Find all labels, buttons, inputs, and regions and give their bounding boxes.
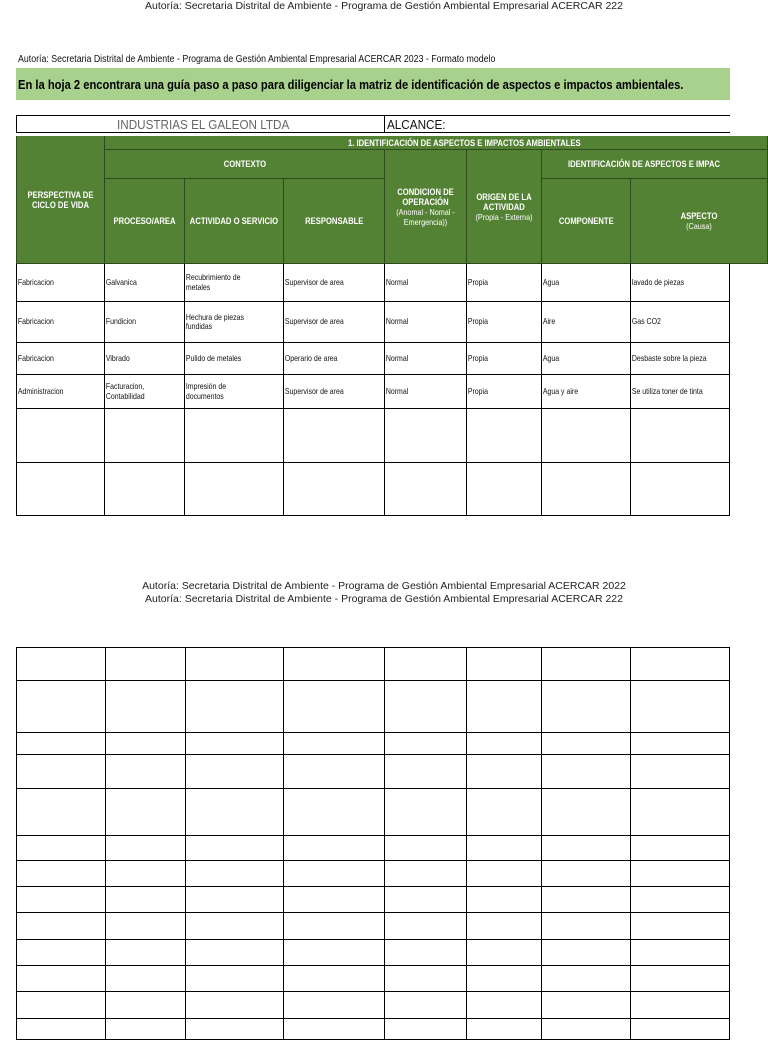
blank-cell[interactable] [284, 733, 385, 755]
blank-cell[interactable] [186, 861, 284, 887]
blank-cell[interactable] [542, 733, 631, 755]
cell-actividad[interactable] [185, 264, 284, 302]
header-perspectiva [16, 136, 105, 264]
cell-perspectiva[interactable] [16, 343, 105, 375]
blank-cell[interactable] [186, 940, 284, 966]
blank-cell[interactable] [467, 836, 542, 861]
blank-cell[interactable] [542, 992, 631, 1019]
blank-cell[interactable] [631, 789, 730, 836]
blank-cell[interactable] [467, 681, 542, 733]
blank-cell[interactable] [106, 681, 186, 733]
blank-cell[interactable] [542, 681, 631, 733]
blank-cell[interactable] [186, 755, 284, 789]
cell-text: Impresión de documentos [185, 381, 227, 401]
blank-cell[interactable] [542, 789, 631, 836]
cell-text: Normal [385, 385, 409, 396]
blank-cell[interactable] [106, 1019, 186, 1040]
blank-cell[interactable] [284, 836, 385, 861]
blank-cell[interactable] [16, 789, 106, 836]
blank-cell[interactable] [284, 647, 385, 681]
header-aspecto-text [657, 211, 742, 231]
blank-cell[interactable] [631, 836, 730, 861]
cell-responsable[interactable] [284, 409, 385, 463]
cell-aspecto[interactable] [631, 463, 730, 516]
cell-text: Supervisor de area [284, 385, 344, 396]
blank-cell[interactable] [467, 789, 542, 836]
cell-condicion[interactable] [385, 343, 467, 375]
blank-cell[interactable] [631, 887, 730, 913]
blank-cell[interactable] [284, 861, 385, 887]
blank-cell[interactable] [467, 992, 542, 1019]
cell-condicion[interactable] [385, 375, 467, 409]
cell-aspecto[interactable] [631, 302, 730, 343]
cell-actividad[interactable] [185, 409, 284, 463]
cell-origen[interactable] [467, 302, 542, 343]
blank-cell[interactable] [284, 1019, 385, 1040]
header-componente [542, 179, 631, 264]
cell-actividad[interactable] [185, 302, 284, 343]
blank-cell[interactable] [106, 755, 186, 789]
cell-origen[interactable] [467, 409, 542, 463]
instruction-banner [16, 68, 730, 100]
header-contexto-text: CONTEXTO [223, 159, 266, 169]
cell-text: Se utiliza toner de tinta [631, 385, 703, 396]
header-origen-sub: (Propia - Externa) [475, 211, 533, 222]
header-perspectiva-text: PERSPECTIVA DE CICLO DE VIDA [27, 189, 94, 210]
cell-componente[interactable] [542, 463, 631, 516]
blank-cell[interactable] [542, 1019, 631, 1040]
blank-cell[interactable] [385, 647, 467, 681]
header-origen [467, 150, 542, 264]
blank-cell[interactable] [467, 755, 542, 789]
cell-text: Recubrimiento de metales [185, 272, 241, 292]
cell-proceso[interactable] [105, 302, 185, 343]
blank-cell[interactable] [16, 887, 106, 913]
cell-responsable[interactable] [284, 302, 385, 343]
blank-cell[interactable] [467, 733, 542, 755]
section-title-text: 1. IDENTIFICACIÓN DE ASPECTOS E IMPACTOS AMBIENTALES [348, 137, 581, 148]
blank-cell[interactable] [186, 647, 284, 681]
cell-aspecto[interactable] [631, 375, 730, 409]
cell-condicion[interactable] [385, 264, 467, 302]
blank-cell[interactable] [467, 913, 542, 940]
blank-cell[interactable] [284, 966, 385, 992]
cell-condicion[interactable] [385, 463, 467, 516]
blank-cell[interactable] [542, 966, 631, 992]
blank-cell[interactable] [284, 789, 385, 836]
blank-cell[interactable] [631, 861, 730, 887]
cell-responsable[interactable] [284, 264, 385, 302]
cell-aspecto[interactable] [631, 409, 730, 463]
header-proceso-text: PROCESO/AREA [113, 216, 176, 226]
cell-text: Propia [467, 352, 488, 363]
blank-cell[interactable] [542, 836, 631, 861]
blank-cell[interactable] [385, 789, 467, 836]
blank-cell[interactable] [186, 887, 284, 913]
header-identificacion [542, 150, 768, 179]
blank-cell[interactable] [467, 647, 542, 681]
blank-cell[interactable] [106, 913, 186, 940]
blank-cell[interactable] [106, 992, 186, 1019]
company-row-divider [384, 116, 385, 132]
blank-cell[interactable] [186, 913, 284, 940]
header-identificacion-text: IDENTIFICACIÓN DE ASPECTOS E IMPAC [568, 159, 721, 169]
cell-text: lavado de piezas [631, 276, 685, 287]
cell-text: Fabricacion [17, 276, 54, 287]
blank-cell[interactable] [284, 992, 385, 1019]
alcance-label[interactable]: ALCANCE: [387, 117, 446, 132]
blank-cell[interactable] [106, 940, 186, 966]
footer-autoria-2022: Autoría: Secretaria Distrital de Ambiente - Programa de Gestión Ambiental Empresarial ACERCAR 2022 [142, 580, 626, 592]
header-origen-title: ORIGEN DE LA ACTIVIDAD [476, 191, 532, 212]
blank-cell[interactable] [542, 755, 631, 789]
blank-cell[interactable] [16, 861, 106, 887]
blank-cell[interactable] [186, 836, 284, 861]
cell-text: Normal [385, 352, 409, 363]
cell-text: Vibrado [105, 352, 130, 363]
autoria-2023-note: Autoría: Secretaria Distrital de Ambiente - Programa de Gestión Ambiental Empresarial ACERCAR 2023 - Formato modelo [18, 54, 496, 65]
cell-text: Operario de area [284, 352, 338, 363]
cell-responsable[interactable] [284, 463, 385, 516]
cell-condicion[interactable] [385, 409, 467, 463]
cell-proceso[interactable] [105, 264, 185, 302]
cell-perspectiva[interactable] [16, 375, 105, 409]
cell-componente[interactable] [542, 375, 631, 409]
cell-text: Desbaste sobre la pieza [631, 352, 707, 363]
header-contexto [105, 150, 385, 179]
cell-text: Agua [542, 352, 560, 363]
blank-cell[interactable] [284, 913, 385, 940]
blank-cell[interactable] [631, 966, 730, 992]
blank-cell[interactable] [385, 966, 467, 992]
header-aspecto [631, 179, 768, 264]
cell-perspectiva[interactable] [16, 264, 105, 302]
header-responsable-text: RESPONSABLE [304, 216, 364, 226]
blank-cell[interactable] [16, 913, 106, 940]
cell-text: Aire [542, 316, 556, 327]
cell-text: Agua [542, 276, 560, 287]
cell-proceso[interactable] [105, 375, 185, 409]
cell-text: Facturacion, Contabilidad [105, 381, 145, 401]
header-responsable [284, 179, 385, 264]
header-condicion [385, 150, 467, 264]
blank-cell[interactable] [186, 1019, 284, 1040]
blank-cell[interactable] [16, 940, 106, 966]
header-actividad-text: ACTIVIDAD O SERVICIO [189, 216, 279, 226]
blank-cell[interactable] [542, 913, 631, 940]
cell-componente[interactable] [542, 409, 631, 463]
blank-cell[interactable] [542, 887, 631, 913]
cell-aspecto[interactable] [631, 343, 730, 375]
blank-cell[interactable] [186, 681, 284, 733]
blank-cell[interactable] [631, 992, 730, 1019]
blank-cell[interactable] [385, 733, 467, 755]
blank-cell[interactable] [467, 940, 542, 966]
cell-proceso[interactable] [105, 343, 185, 375]
blank-cell[interactable] [385, 992, 467, 1019]
blank-cell[interactable] [16, 966, 106, 992]
blank-cell[interactable] [631, 913, 730, 940]
cell-text: Pulido de metales [185, 352, 242, 363]
cell-proceso[interactable] [105, 463, 185, 516]
blank-cell[interactable] [385, 681, 467, 733]
blank-cell[interactable] [186, 966, 284, 992]
instruction-banner-text: En la hoja 2 encontrara una guía paso a paso para diligenciar la matriz de identificación de aspectos e impactos ambientales. [18, 77, 684, 92]
cell-proceso[interactable] [105, 409, 185, 463]
cell-aspecto[interactable] [631, 264, 730, 302]
blank-cell[interactable] [186, 789, 284, 836]
cell-actividad[interactable] [185, 463, 284, 516]
footer-autoria-222-top: Autoría: Secretaria Distrital de Ambiente - Programa de Gestión Ambiental Empresarial ACERCAR 222 [145, 0, 623, 12]
cell-text: Normal [385, 316, 409, 327]
blank-cell[interactable] [467, 966, 542, 992]
blank-cell[interactable] [385, 887, 467, 913]
blank-cell[interactable] [16, 647, 106, 681]
cell-text: Agua y aire [542, 385, 579, 396]
blank-cell[interactable] [186, 992, 284, 1019]
header-proceso [105, 179, 185, 264]
cell-responsable[interactable] [284, 375, 385, 409]
blank-cell[interactable] [385, 1019, 467, 1040]
blank-cell[interactable] [106, 966, 186, 992]
blank-cell[interactable] [631, 940, 730, 966]
header-condicion-sub: (Anomal - Nomal - Emergencia)) [396, 206, 455, 227]
cell-componente[interactable] [542, 302, 631, 343]
blank-cell[interactable] [542, 861, 631, 887]
header-actividad [185, 179, 284, 264]
cell-text: Fabricacion [17, 316, 54, 327]
cell-text: Propia [467, 385, 488, 396]
blank-cell[interactable] [284, 681, 385, 733]
blank-cell[interactable] [385, 940, 467, 966]
cell-text: Propia [467, 316, 488, 327]
blank-cell[interactable] [385, 755, 467, 789]
blank-cell[interactable] [467, 887, 542, 913]
cell-text: Fundicion [105, 316, 137, 327]
cell-perspectiva[interactable] [16, 302, 105, 343]
cell-text: Propia [467, 276, 488, 287]
blank-cell[interactable] [542, 647, 631, 681]
blank-cell[interactable] [631, 647, 730, 681]
cell-componente[interactable] [542, 264, 631, 302]
blank-cell[interactable] [16, 755, 106, 789]
cell-text: Supervisor de area [284, 276, 344, 287]
blank-cell[interactable] [16, 992, 106, 1019]
blank-cell[interactable] [542, 940, 631, 966]
cell-text: Supervisor de area [284, 316, 344, 327]
cell-origen[interactable] [467, 375, 542, 409]
cell-text: Administracion [17, 385, 64, 396]
blank-cell[interactable] [467, 1019, 542, 1040]
blank-cell[interactable] [106, 836, 186, 861]
cell-text: Galvanica [105, 276, 137, 287]
blank-cell[interactable] [631, 733, 730, 755]
cell-origen[interactable] [467, 264, 542, 302]
blank-cell[interactable] [385, 836, 467, 861]
blank-cell[interactable] [16, 681, 106, 733]
section-title-header [105, 136, 768, 150]
blank-cell[interactable] [284, 887, 385, 913]
cell-perspectiva[interactable] [16, 409, 105, 463]
blank-cell[interactable] [631, 755, 730, 789]
header-condicion-title: CONDICION DE OPERACIÓN [397, 186, 454, 207]
company-row [16, 115, 730, 133]
cell-origen[interactable] [467, 343, 542, 375]
blank-cell[interactable] [385, 913, 467, 940]
blank-cell[interactable] [284, 755, 385, 789]
header-aspecto-sub: (Causa) [686, 221, 712, 231]
blank-cell[interactable] [631, 1019, 730, 1040]
cell-text: Normal [385, 276, 409, 287]
blank-cell[interactable] [467, 861, 542, 887]
blank-cell[interactable] [16, 836, 106, 861]
blank-cell[interactable] [16, 733, 106, 755]
footer-autoria-222: Autoría: Secretaria Distrital de Ambiente - Programa de Gestión Ambiental Empresarial ACERCAR 222 [145, 593, 623, 605]
cell-componente[interactable] [542, 343, 631, 375]
blank-cell[interactable] [186, 733, 284, 755]
blank-cell[interactable] [106, 789, 186, 836]
cell-perspectiva[interactable] [16, 463, 105, 516]
header-componente-text: COMPONENTE [558, 216, 614, 226]
cell-origen[interactable] [467, 463, 542, 516]
cell-responsable[interactable] [284, 343, 385, 375]
cell-text: Hechura de piezas fundidas [185, 311, 244, 331]
cell-actividad[interactable] [185, 375, 284, 409]
cell-condicion[interactable] [385, 302, 467, 343]
blank-cell[interactable] [16, 1019, 106, 1040]
blank-cell[interactable] [106, 861, 186, 887]
blank-cell[interactable] [106, 647, 186, 681]
header-origen-text [473, 192, 536, 222]
cell-actividad[interactable] [185, 343, 284, 375]
company-name[interactable]: INDUSTRIAS EL GALEON LTDA [117, 117, 290, 132]
header-aspecto-title: ASPECTO [680, 211, 718, 221]
cell-text: Fabricacion [17, 352, 54, 363]
cell-text: Gas CO2 [631, 316, 661, 327]
blank-cell[interactable] [284, 940, 385, 966]
blank-cell[interactable] [385, 861, 467, 887]
blank-cell[interactable] [106, 733, 186, 755]
header-condicion-text [391, 187, 460, 227]
blank-cell[interactable] [631, 681, 730, 733]
blank-cell[interactable] [106, 887, 186, 913]
